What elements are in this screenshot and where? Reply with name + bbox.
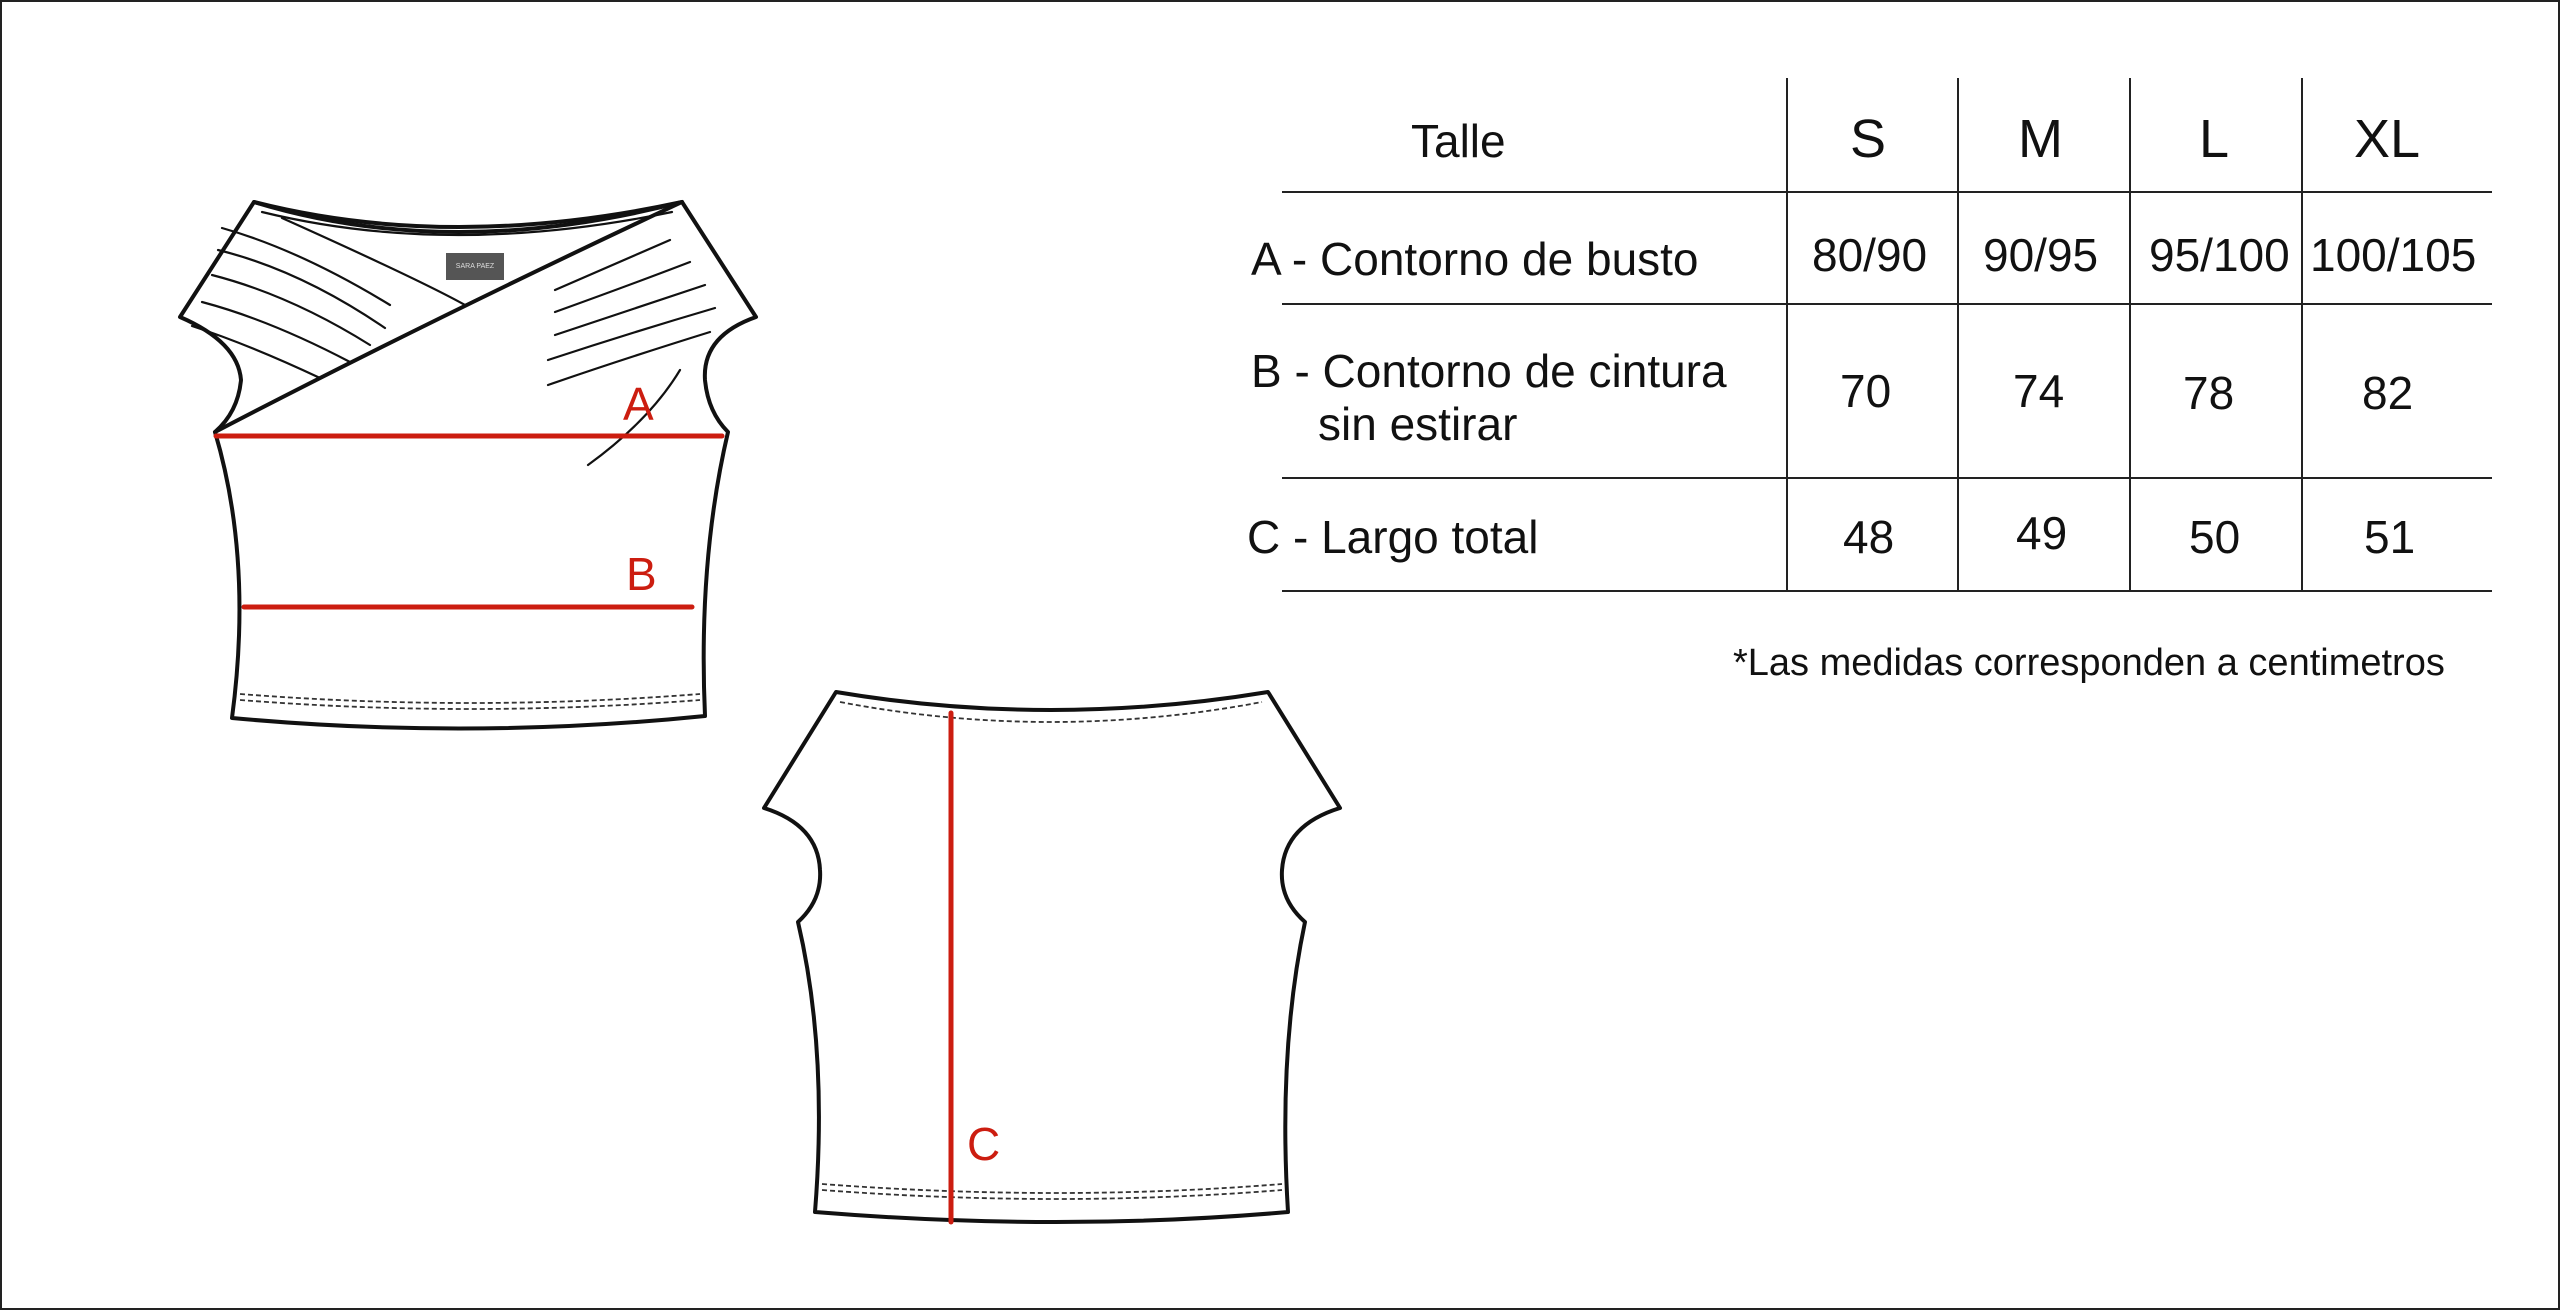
row-a-label: A - Contorno de busto bbox=[1251, 233, 1699, 285]
header-size-xl: XL bbox=[2354, 109, 2421, 169]
row-a-l: 95/100 bbox=[2149, 229, 2290, 281]
row-b-l: 78 bbox=[2183, 367, 2235, 419]
label-a: A bbox=[623, 378, 654, 430]
back-view-garment bbox=[764, 692, 1340, 1222]
header-size-l: L bbox=[2199, 109, 2230, 169]
brand-tag: SARA PAEZ bbox=[446, 253, 504, 280]
row-a-s: 80/90 bbox=[1812, 229, 1928, 281]
row-b-m: 74 bbox=[2013, 365, 2065, 417]
header-talle: Talle bbox=[1411, 115, 1506, 167]
row-b-label: B - Contorno de cintura bbox=[1251, 345, 1727, 397]
row-c-l: 50 bbox=[2189, 511, 2241, 563]
row-c-label: C - Largo total bbox=[1247, 511, 1539, 563]
row-c-xl: 51 bbox=[2364, 511, 2416, 563]
header-size-m: M bbox=[2018, 109, 2063, 169]
row-b-s: 70 bbox=[1840, 365, 1892, 417]
row-c-s: 48 bbox=[1843, 511, 1895, 563]
label-b: B bbox=[626, 548, 657, 600]
front-view-garment bbox=[180, 202, 756, 729]
front-outline bbox=[180, 202, 756, 729]
label-c: C bbox=[967, 1118, 1001, 1170]
header-size-s: S bbox=[1850, 109, 1887, 169]
row-c-m: 49 bbox=[2016, 507, 2068, 559]
measurement-note: *Las medidas corresponden a centimetros bbox=[1733, 642, 2445, 684]
back-outline bbox=[764, 692, 1340, 1222]
row-b-label-cont: sin estirar bbox=[1318, 398, 1518, 450]
row-a-xl: 100/105 bbox=[2310, 229, 2477, 281]
row-a-m: 90/95 bbox=[1983, 229, 2099, 281]
row-b-xl: 82 bbox=[2362, 367, 2414, 419]
